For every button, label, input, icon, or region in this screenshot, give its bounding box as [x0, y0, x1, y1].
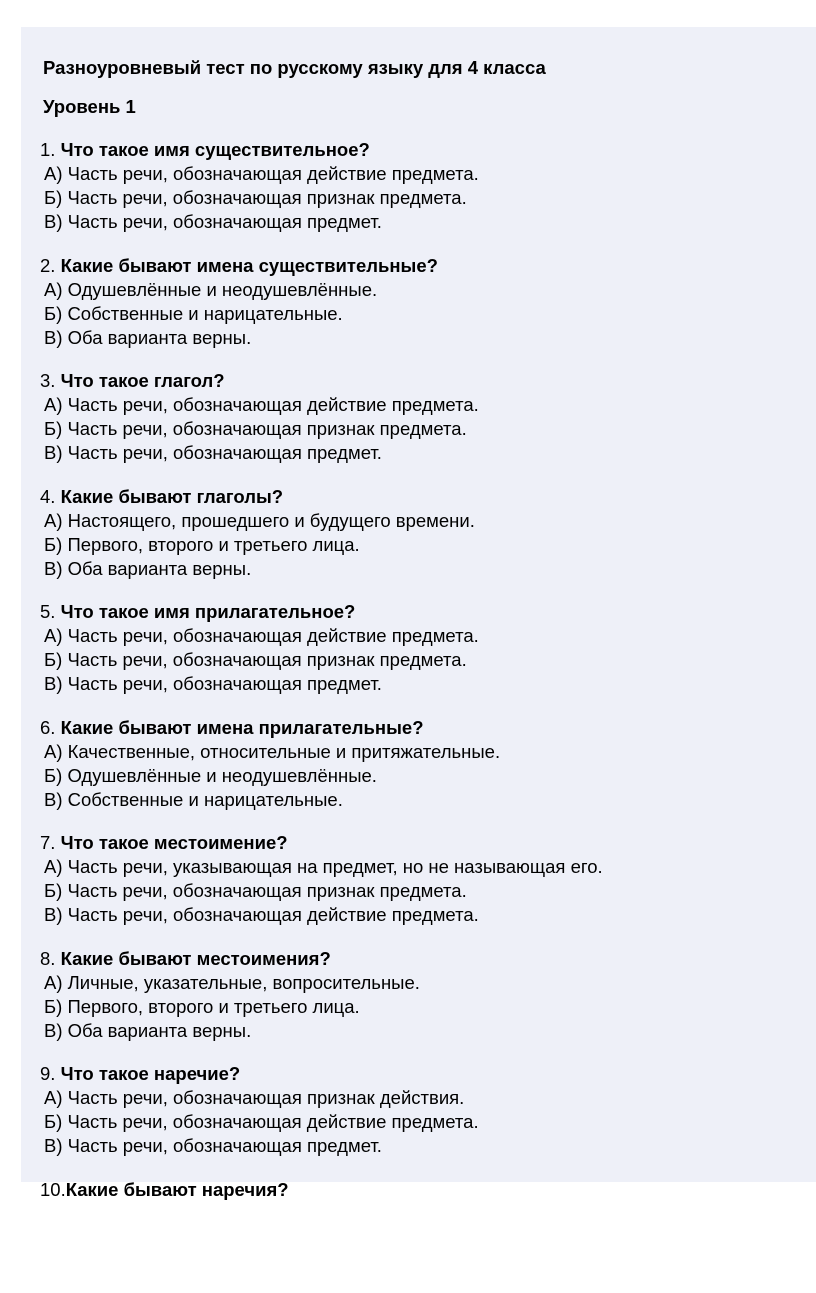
question-heading — [40, 1062, 816, 1086]
answer-option-c: В) Часть речи, обозначающая предмет. — [40, 672, 816, 696]
answer-option-b: Б) Собственные и нарицательные. — [40, 302, 816, 326]
answer-option-a: А) Часть речи, обозначающая действие предмета. — [40, 162, 816, 186]
question-number: 1. — [40, 139, 61, 160]
question-number: 7. — [40, 832, 61, 853]
question-text: Какие бывают имена прилагательные? — [61, 717, 424, 738]
question-text: Какие бывают местоимения? — [61, 948, 331, 969]
answer-option-b: Б) Часть речи, обозначающая признак предмета. — [40, 879, 816, 903]
answer-option-b: Б) Часть речи, обозначающая действие предмета. — [40, 1110, 816, 1134]
answer-option-a: А) Личные, указательные, вопросительные. — [40, 971, 816, 995]
answer-option-a: А) Часть речи, указывающая на предмет, но не называющая его. — [40, 855, 816, 879]
question-number: 5. — [40, 601, 61, 622]
question-text: Что такое наречие? — [61, 1063, 241, 1084]
question-text: Что такое глагол? — [61, 370, 225, 391]
question-heading — [40, 1178, 816, 1202]
answer-option-c: В) Оба варианта верны. — [40, 557, 816, 581]
question-number: 3. — [40, 370, 61, 391]
question-heading — [40, 485, 816, 509]
answer-option-b: Б) Первого, второго и третьего лица. — [40, 533, 816, 557]
question-6 — [40, 716, 816, 832]
question-heading — [40, 138, 816, 162]
question-5 — [40, 600, 816, 716]
question-number: 2. — [40, 255, 61, 276]
question-7 — [40, 831, 816, 947]
question-heading — [40, 254, 816, 278]
answer-option-c: В) Оба варианта верны. — [40, 1019, 816, 1043]
question-10 — [40, 1178, 816, 1293]
question-heading — [40, 369, 816, 393]
document-page — [21, 27, 816, 1182]
answer-option-a: А) Часть речи, обозначающая действие предмета. — [40, 624, 816, 648]
answer-option-b: Б) Часть речи, обозначающая признак предмета. — [40, 417, 816, 441]
question-text: Какие бывают глаголы? — [61, 486, 284, 507]
question-number: 6. — [40, 717, 61, 738]
question-number: 4. — [40, 486, 61, 507]
question-heading — [40, 831, 816, 855]
answer-option-a: А) Часть речи, обозначающая признак действия. — [40, 1086, 816, 1110]
answer-option-c: В) Часть речи, обозначающая предмет. — [40, 441, 816, 465]
answer-option-b: Б) Часть речи, обозначающая признак предмета. — [40, 648, 816, 672]
question-3 — [40, 369, 816, 485]
answer-option-a: А) Качественные, относительные и притяжательные. — [40, 740, 816, 764]
answer-option-c: В) Часть речи, обозначающая предмет. — [40, 210, 816, 234]
answer-option-a: А) Часть речи, обозначающая действие предмета. — [40, 393, 816, 417]
answer-option-a: А) Одушевлённые и неодушевлённые. — [40, 278, 816, 302]
question-text: Что такое местоимение? — [61, 832, 288, 853]
level-heading: Уровень 1 — [43, 95, 136, 119]
question-heading — [40, 947, 816, 971]
question-heading — [40, 716, 816, 740]
question-number: 8. — [40, 948, 61, 969]
question-9 — [40, 1062, 816, 1178]
question-4 — [40, 485, 816, 601]
question-list — [40, 138, 816, 1293]
question-text: Что такое имя существительное? — [61, 139, 370, 160]
question-text: Какие бывают имена существительные? — [61, 255, 438, 276]
answer-option-b: Б) Одушевлённые и неодушевлённые. — [40, 764, 816, 788]
answer-option-c: В) Часть речи, обозначающая действие предмета. — [40, 903, 816, 927]
answer-option-c: В) Часть речи, обозначающая предмет. — [40, 1134, 816, 1158]
question-1 — [40, 138, 816, 254]
answer-option-b: Б) Часть речи, обозначающая признак предмета. — [40, 186, 816, 210]
question-text: Какие бывают наречия? — [66, 1179, 289, 1200]
question-heading — [40, 600, 816, 624]
question-number: 10. — [40, 1179, 66, 1200]
answer-option-c: В) Оба варианта верны. — [40, 326, 816, 350]
question-number: 9. — [40, 1063, 61, 1084]
answer-option-a: А) Настоящего, прошедшего и будущего времени. — [40, 509, 816, 533]
answer-option-c: В) Собственные и нарицательные. — [40, 788, 816, 812]
question-8 — [40, 947, 816, 1063]
question-text: Что такое имя прилагательное? — [61, 601, 356, 622]
question-2 — [40, 254, 816, 370]
answer-option-b: Б) Первого, второго и третьего лица. — [40, 995, 816, 1019]
document-title: Разноуровневый тест по русскому языку для 4 класса — [43, 56, 546, 80]
